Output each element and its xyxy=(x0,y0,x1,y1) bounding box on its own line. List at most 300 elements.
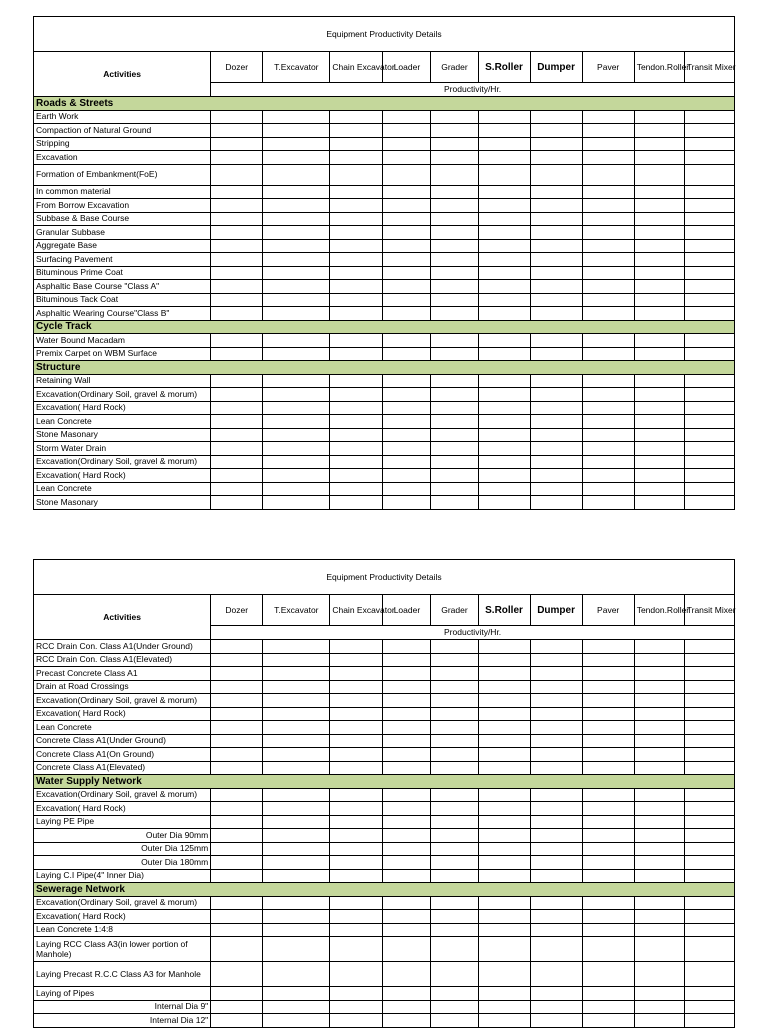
productivity-cell[interactable] xyxy=(634,415,684,429)
productivity-cell[interactable] xyxy=(383,124,431,138)
productivity-cell[interactable] xyxy=(478,253,530,267)
productivity-cell[interactable] xyxy=(431,896,478,910)
productivity-cell[interactable] xyxy=(478,442,530,456)
productivity-cell[interactable] xyxy=(582,415,634,429)
productivity-cell[interactable] xyxy=(330,842,383,856)
productivity-cell[interactable] xyxy=(330,1000,383,1014)
productivity-cell[interactable] xyxy=(634,442,684,456)
productivity-cell[interactable] xyxy=(263,280,330,294)
productivity-cell[interactable] xyxy=(330,212,383,226)
productivity-cell[interactable] xyxy=(330,388,383,402)
productivity-cell[interactable] xyxy=(383,987,431,1001)
productivity-cell[interactable] xyxy=(530,428,582,442)
productivity-cell[interactable] xyxy=(530,721,582,735)
productivity-cell[interactable] xyxy=(530,962,582,987)
productivity-cell[interactable] xyxy=(634,253,684,267)
productivity-cell[interactable] xyxy=(263,896,330,910)
productivity-cell[interactable] xyxy=(634,469,684,483)
productivity-cell[interactable] xyxy=(684,761,734,775)
productivity-cell[interactable] xyxy=(263,137,330,151)
productivity-cell[interactable] xyxy=(330,334,383,348)
productivity-cell[interactable] xyxy=(684,455,734,469)
productivity-cell[interactable] xyxy=(330,293,383,307)
productivity-cell[interactable] xyxy=(330,185,383,199)
productivity-cell[interactable] xyxy=(263,1000,330,1014)
productivity-cell[interactable] xyxy=(383,842,431,856)
productivity-cell[interactable] xyxy=(478,748,530,762)
productivity-cell[interactable] xyxy=(263,815,330,829)
productivity-cell[interactable] xyxy=(383,199,431,213)
productivity-cell[interactable] xyxy=(634,748,684,762)
productivity-cell[interactable] xyxy=(478,1014,530,1028)
productivity-cell[interactable] xyxy=(478,482,530,496)
productivity-cell[interactable] xyxy=(383,707,431,721)
productivity-cell[interactable] xyxy=(211,721,263,735)
productivity-cell[interactable] xyxy=(684,442,734,456)
productivity-cell[interactable] xyxy=(530,869,582,883)
productivity-cell[interactable] xyxy=(330,469,383,483)
productivity-cell[interactable] xyxy=(383,374,431,388)
productivity-cell[interactable] xyxy=(263,185,330,199)
productivity-cell[interactable] xyxy=(530,415,582,429)
productivity-cell[interactable] xyxy=(530,694,582,708)
productivity-cell[interactable] xyxy=(431,334,478,348)
productivity-cell[interactable] xyxy=(634,226,684,240)
productivity-cell[interactable] xyxy=(383,734,431,748)
productivity-cell[interactable] xyxy=(634,707,684,721)
productivity-cell[interactable] xyxy=(582,962,634,987)
productivity-cell[interactable] xyxy=(634,923,684,937)
productivity-cell[interactable] xyxy=(263,199,330,213)
productivity-cell[interactable] xyxy=(263,428,330,442)
productivity-cell[interactable] xyxy=(582,110,634,124)
productivity-cell[interactable] xyxy=(582,496,634,510)
productivity-cell[interactable] xyxy=(263,748,330,762)
productivity-cell[interactable] xyxy=(582,347,634,361)
productivity-cell[interactable] xyxy=(684,707,734,721)
productivity-cell[interactable] xyxy=(478,761,530,775)
productivity-cell[interactable] xyxy=(431,469,478,483)
productivity-cell[interactable] xyxy=(478,496,530,510)
productivity-cell[interactable] xyxy=(582,164,634,185)
productivity-cell[interactable] xyxy=(383,226,431,240)
productivity-cell[interactable] xyxy=(634,815,684,829)
productivity-cell[interactable] xyxy=(634,266,684,280)
productivity-cell[interactable] xyxy=(684,987,734,1001)
productivity-cell[interactable] xyxy=(478,856,530,870)
productivity-cell[interactable] xyxy=(330,653,383,667)
productivity-cell[interactable] xyxy=(684,334,734,348)
productivity-cell[interactable] xyxy=(383,428,431,442)
productivity-cell[interactable] xyxy=(634,640,684,654)
productivity-cell[interactable] xyxy=(478,869,530,883)
productivity-cell[interactable] xyxy=(634,910,684,924)
productivity-cell[interactable] xyxy=(431,869,478,883)
productivity-cell[interactable] xyxy=(530,802,582,816)
productivity-cell[interactable] xyxy=(634,721,684,735)
productivity-cell[interactable] xyxy=(263,910,330,924)
productivity-cell[interactable] xyxy=(383,937,431,962)
productivity-cell[interactable] xyxy=(431,923,478,937)
productivity-cell[interactable] xyxy=(383,185,431,199)
productivity-cell[interactable] xyxy=(330,347,383,361)
productivity-cell[interactable] xyxy=(431,151,478,165)
productivity-cell[interactable] xyxy=(383,455,431,469)
productivity-cell[interactable] xyxy=(478,640,530,654)
productivity-cell[interactable] xyxy=(263,415,330,429)
productivity-cell[interactable] xyxy=(330,815,383,829)
productivity-cell[interactable] xyxy=(263,482,330,496)
productivity-cell[interactable] xyxy=(634,734,684,748)
productivity-cell[interactable] xyxy=(530,469,582,483)
productivity-cell[interactable] xyxy=(211,199,263,213)
productivity-cell[interactable] xyxy=(383,307,431,321)
productivity-cell[interactable] xyxy=(211,482,263,496)
productivity-cell[interactable] xyxy=(684,653,734,667)
productivity-cell[interactable] xyxy=(330,761,383,775)
productivity-cell[interactable] xyxy=(383,280,431,294)
productivity-cell[interactable] xyxy=(383,442,431,456)
productivity-cell[interactable] xyxy=(330,137,383,151)
productivity-cell[interactable] xyxy=(684,280,734,294)
productivity-cell[interactable] xyxy=(330,415,383,429)
productivity-cell[interactable] xyxy=(211,694,263,708)
productivity-cell[interactable] xyxy=(211,185,263,199)
productivity-cell[interactable] xyxy=(478,226,530,240)
productivity-cell[interactable] xyxy=(383,469,431,483)
productivity-cell[interactable] xyxy=(582,455,634,469)
productivity-cell[interactable] xyxy=(263,239,330,253)
productivity-cell[interactable] xyxy=(684,667,734,681)
productivity-cell[interactable] xyxy=(582,428,634,442)
productivity-cell[interactable] xyxy=(530,896,582,910)
productivity-cell[interactable] xyxy=(330,707,383,721)
productivity-cell[interactable] xyxy=(431,707,478,721)
productivity-cell[interactable] xyxy=(634,987,684,1001)
productivity-cell[interactable] xyxy=(383,164,431,185)
productivity-cell[interactable] xyxy=(530,937,582,962)
productivity-cell[interactable] xyxy=(211,667,263,681)
productivity-cell[interactable] xyxy=(211,388,263,402)
productivity-cell[interactable] xyxy=(582,923,634,937)
productivity-cell[interactable] xyxy=(530,667,582,681)
productivity-cell[interactable] xyxy=(383,293,431,307)
productivity-cell[interactable] xyxy=(530,910,582,924)
productivity-cell[interactable] xyxy=(211,496,263,510)
productivity-cell[interactable] xyxy=(478,374,530,388)
productivity-cell[interactable] xyxy=(383,667,431,681)
productivity-cell[interactable] xyxy=(263,694,330,708)
productivity-cell[interactable] xyxy=(684,226,734,240)
productivity-cell[interactable] xyxy=(263,856,330,870)
productivity-cell[interactable] xyxy=(431,667,478,681)
productivity-cell[interactable] xyxy=(330,856,383,870)
productivity-cell[interactable] xyxy=(383,496,431,510)
productivity-cell[interactable] xyxy=(684,212,734,226)
productivity-cell[interactable] xyxy=(582,199,634,213)
productivity-cell[interactable] xyxy=(582,280,634,294)
productivity-cell[interactable] xyxy=(582,869,634,883)
productivity-cell[interactable] xyxy=(211,923,263,937)
productivity-cell[interactable] xyxy=(263,124,330,138)
productivity-cell[interactable] xyxy=(684,910,734,924)
productivity-cell[interactable] xyxy=(684,164,734,185)
productivity-cell[interactable] xyxy=(330,442,383,456)
productivity-cell[interactable] xyxy=(478,802,530,816)
productivity-cell[interactable] xyxy=(431,937,478,962)
productivity-cell[interactable] xyxy=(211,734,263,748)
productivity-cell[interactable] xyxy=(684,496,734,510)
productivity-cell[interactable] xyxy=(530,923,582,937)
productivity-cell[interactable] xyxy=(211,239,263,253)
productivity-cell[interactable] xyxy=(684,1000,734,1014)
productivity-cell[interactable] xyxy=(634,124,684,138)
productivity-cell[interactable] xyxy=(330,1014,383,1028)
productivity-cell[interactable] xyxy=(684,253,734,267)
productivity-cell[interactable] xyxy=(478,815,530,829)
productivity-cell[interactable] xyxy=(634,293,684,307)
productivity-cell[interactable] xyxy=(330,640,383,654)
productivity-cell[interactable] xyxy=(383,212,431,226)
productivity-cell[interactable] xyxy=(478,334,530,348)
productivity-cell[interactable] xyxy=(211,212,263,226)
productivity-cell[interactable] xyxy=(383,1000,431,1014)
productivity-cell[interactable] xyxy=(684,802,734,816)
productivity-cell[interactable] xyxy=(211,293,263,307)
productivity-cell[interactable] xyxy=(478,137,530,151)
productivity-cell[interactable] xyxy=(582,124,634,138)
productivity-cell[interactable] xyxy=(431,680,478,694)
productivity-cell[interactable] xyxy=(582,1014,634,1028)
productivity-cell[interactable] xyxy=(431,842,478,856)
productivity-cell[interactable] xyxy=(211,653,263,667)
productivity-cell[interactable] xyxy=(263,802,330,816)
productivity-cell[interactable] xyxy=(263,761,330,775)
productivity-cell[interactable] xyxy=(478,653,530,667)
productivity-cell[interactable] xyxy=(263,164,330,185)
productivity-cell[interactable] xyxy=(582,734,634,748)
productivity-cell[interactable] xyxy=(330,428,383,442)
productivity-cell[interactable] xyxy=(263,110,330,124)
productivity-cell[interactable] xyxy=(383,253,431,267)
productivity-cell[interactable] xyxy=(330,124,383,138)
productivity-cell[interactable] xyxy=(431,164,478,185)
productivity-cell[interactable] xyxy=(211,347,263,361)
productivity-cell[interactable] xyxy=(634,239,684,253)
productivity-cell[interactable] xyxy=(330,455,383,469)
productivity-cell[interactable] xyxy=(634,896,684,910)
productivity-cell[interactable] xyxy=(634,347,684,361)
productivity-cell[interactable] xyxy=(478,707,530,721)
productivity-cell[interactable] xyxy=(211,896,263,910)
productivity-cell[interactable] xyxy=(684,1014,734,1028)
productivity-cell[interactable] xyxy=(634,374,684,388)
productivity-cell[interactable] xyxy=(330,748,383,762)
productivity-cell[interactable] xyxy=(211,253,263,267)
productivity-cell[interactable] xyxy=(330,307,383,321)
productivity-cell[interactable] xyxy=(431,987,478,1001)
productivity-cell[interactable] xyxy=(478,239,530,253)
productivity-cell[interactable] xyxy=(383,482,431,496)
productivity-cell[interactable] xyxy=(530,199,582,213)
productivity-cell[interactable] xyxy=(478,680,530,694)
productivity-cell[interactable] xyxy=(684,347,734,361)
productivity-cell[interactable] xyxy=(330,680,383,694)
productivity-cell[interactable] xyxy=(634,829,684,843)
productivity-cell[interactable] xyxy=(634,1000,684,1014)
productivity-cell[interactable] xyxy=(211,937,263,962)
productivity-cell[interactable] xyxy=(478,185,530,199)
productivity-cell[interactable] xyxy=(530,164,582,185)
productivity-cell[interactable] xyxy=(634,199,684,213)
productivity-cell[interactable] xyxy=(211,442,263,456)
productivity-cell[interactable] xyxy=(431,802,478,816)
productivity-cell[interactable] xyxy=(431,694,478,708)
productivity-cell[interactable] xyxy=(582,856,634,870)
productivity-cell[interactable] xyxy=(634,842,684,856)
productivity-cell[interactable] xyxy=(634,496,684,510)
productivity-cell[interactable] xyxy=(263,401,330,415)
productivity-cell[interactable] xyxy=(431,910,478,924)
productivity-cell[interactable] xyxy=(634,185,684,199)
productivity-cell[interactable] xyxy=(478,937,530,962)
productivity-cell[interactable] xyxy=(431,110,478,124)
productivity-cell[interactable] xyxy=(431,734,478,748)
productivity-cell[interactable] xyxy=(684,694,734,708)
productivity-cell[interactable] xyxy=(330,802,383,816)
productivity-cell[interactable] xyxy=(530,293,582,307)
productivity-cell[interactable] xyxy=(684,307,734,321)
productivity-cell[interactable] xyxy=(431,253,478,267)
productivity-cell[interactable] xyxy=(431,1014,478,1028)
productivity-cell[interactable] xyxy=(634,761,684,775)
productivity-cell[interactable] xyxy=(330,374,383,388)
productivity-cell[interactable] xyxy=(211,829,263,843)
productivity-cell[interactable] xyxy=(211,842,263,856)
productivity-cell[interactable] xyxy=(211,110,263,124)
productivity-cell[interactable] xyxy=(478,124,530,138)
productivity-cell[interactable] xyxy=(211,124,263,138)
productivity-cell[interactable] xyxy=(263,987,330,1001)
productivity-cell[interactable] xyxy=(684,266,734,280)
productivity-cell[interactable] xyxy=(530,347,582,361)
productivity-cell[interactable] xyxy=(530,266,582,280)
productivity-cell[interactable] xyxy=(383,347,431,361)
productivity-cell[interactable] xyxy=(530,640,582,654)
productivity-cell[interactable] xyxy=(211,788,263,802)
productivity-cell[interactable] xyxy=(431,239,478,253)
productivity-cell[interactable] xyxy=(263,1014,330,1028)
productivity-cell[interactable] xyxy=(582,640,634,654)
productivity-cell[interactable] xyxy=(634,110,684,124)
productivity-cell[interactable] xyxy=(431,640,478,654)
productivity-cell[interactable] xyxy=(431,199,478,213)
productivity-cell[interactable] xyxy=(478,415,530,429)
productivity-cell[interactable] xyxy=(684,937,734,962)
productivity-cell[interactable] xyxy=(582,482,634,496)
productivity-cell[interactable] xyxy=(684,415,734,429)
productivity-cell[interactable] xyxy=(530,374,582,388)
productivity-cell[interactable] xyxy=(478,212,530,226)
productivity-cell[interactable] xyxy=(530,987,582,1001)
productivity-cell[interactable] xyxy=(211,415,263,429)
productivity-cell[interactable] xyxy=(582,151,634,165)
productivity-cell[interactable] xyxy=(431,226,478,240)
productivity-cell[interactable] xyxy=(383,721,431,735)
productivity-cell[interactable] xyxy=(330,239,383,253)
productivity-cell[interactable] xyxy=(263,226,330,240)
productivity-cell[interactable] xyxy=(478,293,530,307)
productivity-cell[interactable] xyxy=(383,869,431,883)
productivity-cell[interactable] xyxy=(530,280,582,294)
productivity-cell[interactable] xyxy=(634,482,684,496)
productivity-cell[interactable] xyxy=(383,962,431,987)
productivity-cell[interactable] xyxy=(530,815,582,829)
productivity-cell[interactable] xyxy=(684,401,734,415)
productivity-cell[interactable] xyxy=(330,910,383,924)
productivity-cell[interactable] xyxy=(263,937,330,962)
productivity-cell[interactable] xyxy=(211,280,263,294)
productivity-cell[interactable] xyxy=(330,164,383,185)
productivity-cell[interactable] xyxy=(684,293,734,307)
productivity-cell[interactable] xyxy=(684,721,734,735)
productivity-cell[interactable] xyxy=(530,680,582,694)
productivity-cell[interactable] xyxy=(582,253,634,267)
productivity-cell[interactable] xyxy=(383,923,431,937)
productivity-cell[interactable] xyxy=(684,640,734,654)
productivity-cell[interactable] xyxy=(263,374,330,388)
productivity-cell[interactable] xyxy=(383,334,431,348)
productivity-cell[interactable] xyxy=(684,124,734,138)
productivity-cell[interactable] xyxy=(211,401,263,415)
productivity-cell[interactable] xyxy=(383,239,431,253)
productivity-cell[interactable] xyxy=(582,212,634,226)
productivity-cell[interactable] xyxy=(684,815,734,829)
productivity-cell[interactable] xyxy=(330,962,383,987)
productivity-cell[interactable] xyxy=(478,829,530,843)
productivity-cell[interactable] xyxy=(684,842,734,856)
productivity-cell[interactable] xyxy=(211,987,263,1001)
productivity-cell[interactable] xyxy=(431,442,478,456)
productivity-cell[interactable] xyxy=(330,721,383,735)
productivity-cell[interactable] xyxy=(263,151,330,165)
productivity-cell[interactable] xyxy=(530,253,582,267)
productivity-cell[interactable] xyxy=(383,388,431,402)
productivity-cell[interactable] xyxy=(431,455,478,469)
productivity-cell[interactable] xyxy=(211,1000,263,1014)
productivity-cell[interactable] xyxy=(582,1000,634,1014)
productivity-cell[interactable] xyxy=(263,334,330,348)
productivity-cell[interactable] xyxy=(634,164,684,185)
productivity-cell[interactable] xyxy=(684,199,734,213)
productivity-cell[interactable] xyxy=(263,923,330,937)
productivity-cell[interactable] xyxy=(263,734,330,748)
productivity-cell[interactable] xyxy=(211,455,263,469)
productivity-cell[interactable] xyxy=(211,1014,263,1028)
productivity-cell[interactable] xyxy=(582,293,634,307)
productivity-cell[interactable] xyxy=(634,667,684,681)
productivity-cell[interactable] xyxy=(431,124,478,138)
productivity-cell[interactable] xyxy=(530,388,582,402)
productivity-cell[interactable] xyxy=(582,374,634,388)
productivity-cell[interactable] xyxy=(684,110,734,124)
productivity-cell[interactable] xyxy=(383,748,431,762)
productivity-cell[interactable] xyxy=(582,266,634,280)
productivity-cell[interactable] xyxy=(582,815,634,829)
productivity-cell[interactable] xyxy=(211,962,263,987)
productivity-cell[interactable] xyxy=(431,293,478,307)
productivity-cell[interactable] xyxy=(684,239,734,253)
